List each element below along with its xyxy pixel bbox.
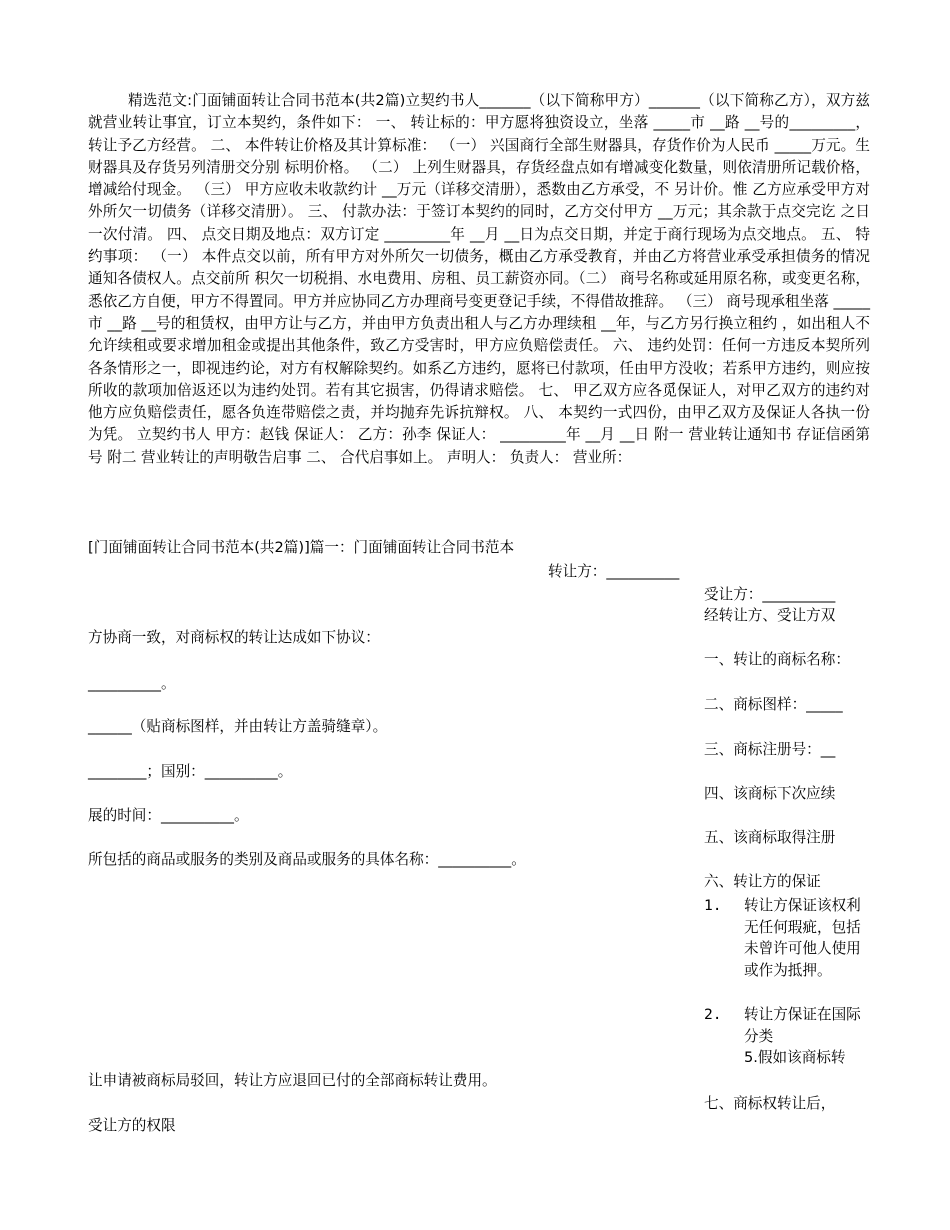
item-5-continuation: 所包括的商品或服务的类别及商品或服务的具体名称：__________。 <box>88 851 526 868</box>
item-1-label: 一、转让的商标名称： <box>704 651 850 668</box>
section-title: [门面铺面转让合同书范本(共2篇)]篇一：门面铺面转让合同书范本 <box>88 539 515 556</box>
item-7-continuation: 受让方的权限 <box>88 1117 176 1134</box>
item-2-continuation: ______（贴商标图样，并由转让方盖骑缝章）。 <box>88 718 388 735</box>
item-2-label: 二、商标图样：_____ <box>704 696 843 713</box>
item-4-label: 四、该商标下次应续 <box>704 785 836 802</box>
intro-paragraph: 精选范文:门面铺面转让合同书范本(共2篇)立契约书人_______（以下简称甲方）_______（以下简称乙方），双方兹就营业转让事宜，订立本契约，条件如下： 一、 转让标的：甲方愿将独资设立，坐落 _____市 __路 __号的_________，转让予乙方经营。 二、 本件转让价格及其计算标准： （一） 兴国商行全部生财器具，存货作价为人民币 _____万元。生财器具及存货另列清册交分别 标明价格。 （二） 上列生财器具，存货经盘点如有增减变化数量，则依清册所记载价格，增减给付现金。 （三） 甲方应收未收款约计 __万元（详移交清册），悉数由乙方承受，不 另计价。惟 乙方应承受甲方对外所欠一切债务（详移交清册）。 三、 付款办法：于签订本契约的同时，乙方交付甲方 __万元；其余款于点交完讫 之日一次付清。 四、 点交日期及地点：双方订定 _________年 __月 __日为点交日期，并定于商行现场为点交地点。 五、 特约事项： （一） 本件点交以前，所有甲方对外所欠一切债务，概由乙方承受教育，并由乙方将营业承受承担债务的情况通知各债权人。点交前所 积欠一切税捐、水电费用、房租、员工薪资亦同。（二） 商号名称或延用原名称，或变更名称，悉依乙方自便，甲方不得置同。甲方并应协同乙方办理商号变更登记手续，不得借故推辞。 （三） 商号现承租坐落 _____市 __路 __号的租赁权，由甲方让与乙方，并由甲方负责出租人与乙方办理续租 __年，与乙方另行换立租约 ，如出租人不允许续租或要求增加租金或提出其他条件，致乙方受害时，甲方应负赔偿责任。 六、 违约处罚：任何一方违反本契所列各条情形之一，即视违约论，对方有权解除契约。如系乙方违约，愿将已付款项，任由甲方没收；若系甲方违约，则应按所收的款项加倍返还以为违约处罚。若有其它损害，仍得请求赔偿。 七、 甲乙双方应各觅保证人，对甲乙双方的违约对他方应负赔偿责任，愿各负连带赔偿之责，并均抛弃先诉抗辩权。 八、 本契约一式四份，由甲乙双方及保证人各执一份为凭。 立契约书人 甲方：赵钱 保证人： 乙方：孙李 保证人： _________年 __月 __日 附一 营业转让通知书 存证信函第 号 附二 营业转让的声明敬告启事 二、 合代启事如上。 声明人： 负责人： 营业所： <box>88 92 870 466</box>
agreement-text-left: 方协商一致，对商标权的转让达成如下协议： <box>88 629 380 646</box>
sub-item-2-number: 2. <box>704 1006 722 1023</box>
item-3-label: 三、商标注册号：__ <box>704 741 836 758</box>
sub-item-2-text: 转让方保证在国际分类 <box>744 1006 861 1045</box>
sub-item-1-text: 转让方保证该权利无任何瑕疵，包括未曾许可他人使用或作为抵押。 <box>744 897 861 979</box>
transferee-line: 受让方：__________ <box>704 586 836 603</box>
agreement-text-right: 经转让方、受让方双 <box>704 607 836 624</box>
item-4-continuation: 展的时间：__________。 <box>88 807 249 824</box>
item-3-continuation: ________；国别：__________。 <box>88 763 293 780</box>
item-5-label: 五、该商标取得注册 <box>704 829 836 846</box>
item-7-label: 七、商标权转让后， <box>704 1095 836 1112</box>
sub-item-5-continuation: 让申请被商标局驳回，转让方应退回已付的全部商标转让费用。 <box>88 1072 497 1089</box>
item-6-label: 六、转让方的保证 <box>704 873 821 890</box>
item-1-blank: __________。 <box>88 675 176 692</box>
sub-item-1-number: 1. <box>704 897 722 914</box>
sub-item-5-text: 5.假如该商标转 <box>744 1049 846 1066</box>
transferor-line: 转让方：__________ <box>548 563 680 580</box>
